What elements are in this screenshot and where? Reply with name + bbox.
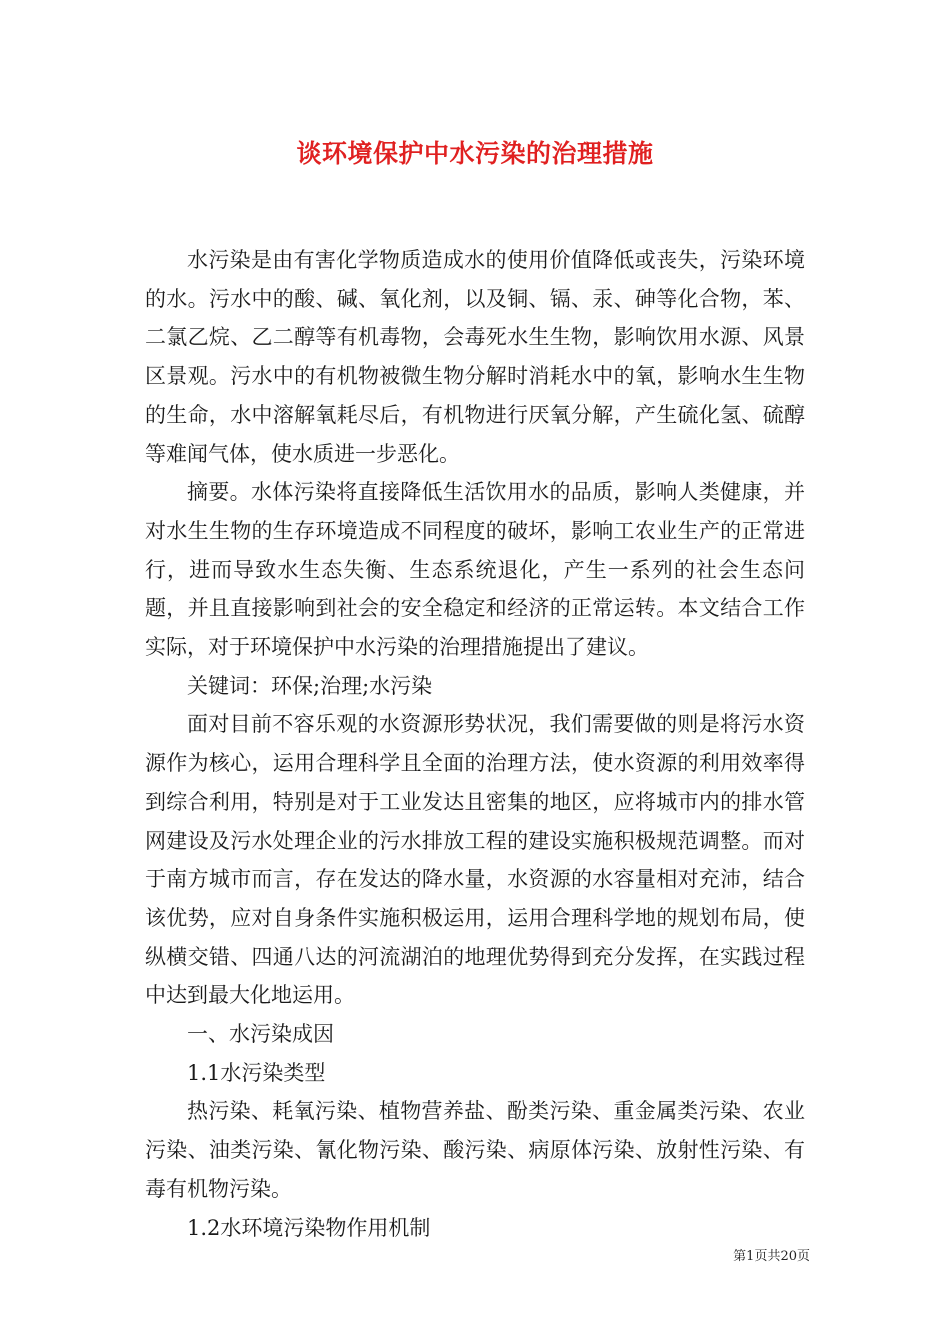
paragraph-intro: 水污染是由有害化学物质造成水的使用价值降低或丧失，污染环境的水。污水中的酸、碱、氧化剂，以及铜、镉、汞、砷等化合物，苯、二氯乙烷、乙二醇等有机毒物，会毒死水生生物，影响饮用水源、风景区景观。污水中的有机物被微生物分解时消耗水中的氧，影响水生生物的生命，水中溶解氧耗尽后，有机物进行厌氧分解，产生硫化氢、硫醇等难闻气体，使水质进一步恶化。 <box>145 248 805 466</box>
section-heading-1: 一、水污染成因 <box>187 1022 334 1047</box>
subsection-heading-1-1: 1.1水污染类型 <box>187 1060 326 1085</box>
page-number-footer: 第1页共20页 <box>733 1249 810 1264</box>
document-title: 谈环境保护中水污染的治理措施 <box>296 139 654 168</box>
paragraph-main: 面对目前不容乐观的水资源形势状况，我们需要做的则是将污水资源作为核心，运用合理科学且全面的治理方法，使水资源的利用效率得到综合利用，特别是对于工业发达且密集的地区，应将城市内的排水管网建设及污水处理企业的污水排放工程的建设实施积极规范调整。而对于南方城市而言，存在发达的降水量，水资源的水容量相对充沛，结合该优势，应对自身条件实施积极运用，运用合理科学地的规划布局，使纵横交错、四通八达的河流湖泊的地理优势得到充分发挥，在实践过程中达到最大化地运用。 <box>145 712 805 1008</box>
paragraph-abstract: 摘要。水体污染将直接降低生活饮用水的品质，影响人类健康，并对水生生物的生存环境造成不同程度的破坏，影响工农业生产的正常进行，进而导致水生态失衡、生态系统退化，产生一系列的社会生态问题，并且直接影响到社会的安全稳定和经济的正常运转。本文结合工作实际，对于环境保护中水污染的治理措施提出了建议。 <box>145 480 805 660</box>
paragraph-keywords: 关键词：环保;治理;水污染 <box>187 673 433 698</box>
paragraph-pollution-types: 热污染、耗氧污染、植物营养盐、酚类污染、重金属类污染、农业污染、油类污染、氰化物污染、酸污染、病原体污染、放射性污染、有毒有机物污染。 <box>145 1099 805 1201</box>
document-body <box>145 241 805 1247</box>
subsection-heading-1-2: 1.2水环境污染物作用机制 <box>187 1215 431 1240</box>
